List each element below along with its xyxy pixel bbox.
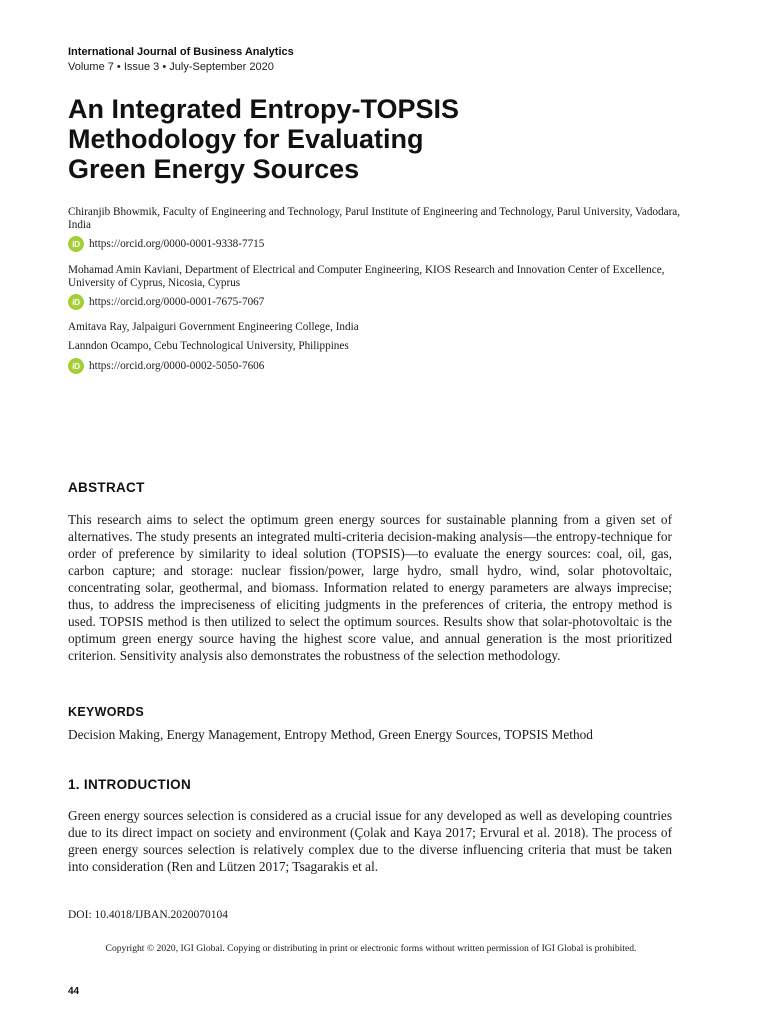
author-3-affiliation: Amitava Ray, Jalpaiguri Government Engineering College, India bbox=[68, 321, 359, 333]
orcid-icon: iD bbox=[68, 358, 84, 374]
author-4-orcid-link[interactable]: https://orcid.org/0000-0002-5050-7606 bbox=[89, 360, 265, 372]
page-number: 44 bbox=[68, 986, 80, 997]
introduction-heading: 1. INTRODUCTION bbox=[68, 777, 192, 792]
author-1-affiliation: Chiranjib Bhowmik, Faculty of Engineering and Technology, Parul Institute of Engineering and Technology, Parul University, Vadodara, India bbox=[68, 206, 681, 231]
introduction-text: Green energy sources selection is considered as a crucial issue for any developed as well as developing countries due to its direct impact on society and environment (Çolak and Kaya 2017; Ervural et al. 2018). The process of green energy sources selection is relatively complex due to the diverse influencing criteria that must be taken into consideration (Ren and Lützen 2017; Tsagarakis et al. bbox=[68, 808, 672, 874]
author-2-affiliation: Mohamad Amin Kaviani, Department of Electrical and Computer Engineering, KIOS Research and Innovation Center of Excellence, University of Cyprus, Nicosia, Cyprus bbox=[68, 264, 665, 289]
author-1-orcid-link[interactable]: https://orcid.org/0000-0001-9338-7715 bbox=[89, 238, 265, 250]
orcid-icon: iD bbox=[68, 236, 84, 252]
paper-title bbox=[68, 94, 708, 184]
title-line-3: Green Energy Sources bbox=[68, 154, 360, 184]
author-1-orcid[interactable] bbox=[68, 236, 264, 252]
issue-info: Volume 7 • Issue 3 • July-September 2020 bbox=[68, 61, 274, 73]
abstract-text: This research aims to select the optimum green energy sources for sustainable planning from a given set of alternatives. The study presents an integrated multi-criteria decision-making analysis—the entropy-technique for order of preference by similarity to ideal solution (TOPSIS)—to evaluate the energy sources: coal, oil, gas, carbon capture; and storage: nuclear fission/power, large hydro, small hydro, wind, solar photovoltaic, concentrating solar, geothermal, and biomass. Information related to energy parameters are always imprecise; thus, to address the impreciseness of eliciting judgments in the preferences of criteria, the entropy method is used. TOPSIS method is then utilized to select the optimum sources. Results show that solar-photovoltaic is the optimum green energy source having the highest score value, and annual generation is the most prioritized criterion. Sensitivity analysis also demonstrates the robustness of the selection methodology. bbox=[68, 512, 672, 663]
copyright-notice: Copyright © 2020, IGI Global. Copying or distributing in print or electronic forms without written permission of IGI Global is prohibited. bbox=[105, 943, 637, 954]
orcid-icon: iD bbox=[68, 294, 84, 310]
keywords-text: Decision Making, Energy Management, Entropy Method, Green Energy Sources, TOPSIS Method bbox=[68, 727, 593, 742]
journal-name: International Journal of Business Analytics bbox=[68, 46, 294, 58]
title-line-2: Methodology for Evaluating bbox=[68, 124, 424, 154]
title-line-1: An Integrated Entropy-TOPSIS bbox=[68, 94, 460, 124]
author-4-affiliation: Lanndon Ocampo, Cebu Technological University, Philippines bbox=[68, 340, 349, 352]
doi: DOI: 10.4018/IJBAN.2020070104 bbox=[68, 909, 229, 921]
keywords-heading: KEYWORDS bbox=[68, 705, 145, 719]
author-2-orcid-link[interactable]: https://orcid.org/0000-0001-7675-7067 bbox=[89, 296, 265, 308]
author-4-orcid[interactable] bbox=[68, 358, 264, 374]
author-2-orcid[interactable] bbox=[68, 294, 264, 310]
abstract-heading: ABSTRACT bbox=[68, 480, 145, 495]
